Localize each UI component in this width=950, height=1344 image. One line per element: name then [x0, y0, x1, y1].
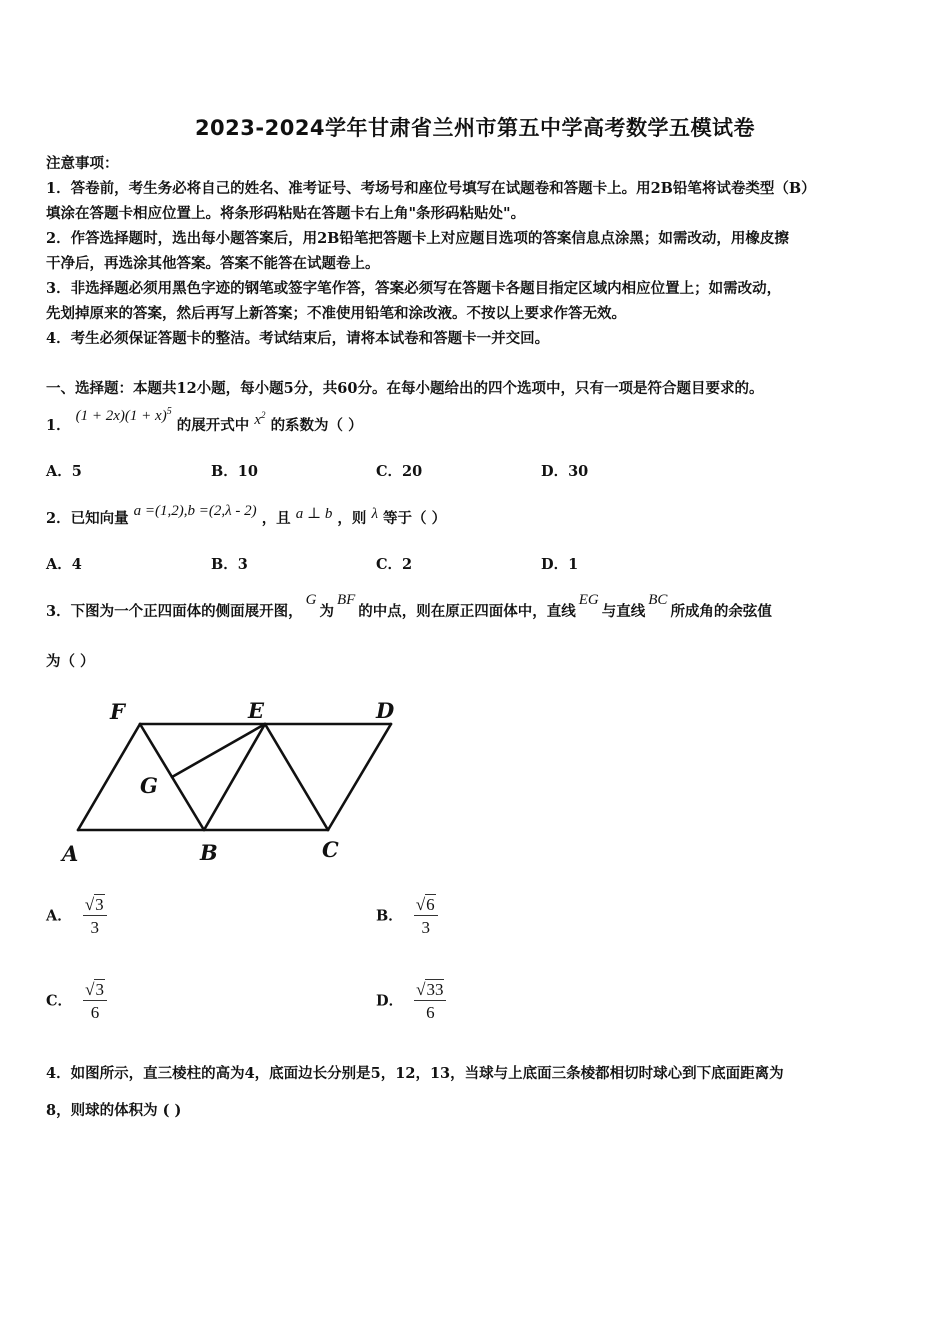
q3-var-bc: BC: [648, 592, 668, 608]
q2-prefix: 2．已知向量: [46, 510, 129, 527]
label-c: C: [322, 837, 339, 862]
notice-line: 4．考生必须保证答题卡的整洁。考试结束后，请将本试卷和答题卡一并交回。: [46, 330, 550, 347]
q2-text3: 等于（ ）: [383, 510, 447, 527]
notice-line: 1．答卷前，考生务必将自己的姓名、准考证号、考场号和座位号填写在试题卷和答题卡上。用2B铅笔将试卷类型（B）: [46, 180, 816, 197]
q3-text2: 为: [319, 603, 334, 620]
q1-option-d: D．30: [541, 463, 589, 480]
q3-option-b-label: B．: [376, 907, 403, 925]
q2-text2: ，则: [337, 510, 367, 527]
question-2: [46, 503, 447, 528]
label-g: G: [140, 773, 158, 798]
q1-option-b: B．10: [211, 463, 258, 480]
notice-line: 先划掉原来的答案，然后再写上新答案；不准使用铅笔和涂改液。不按以上要求作答无效。: [46, 305, 626, 322]
label-d: D: [376, 698, 395, 723]
edge-ec: [265, 724, 328, 830]
tetrahedron-net-figure: [58, 690, 418, 870]
q3-option-c-label: C．: [46, 992, 73, 1010]
q3-var-bf: BF: [336, 592, 356, 608]
q3-option-a: [46, 895, 107, 938]
q2-lambda: λ: [371, 506, 378, 522]
q3-var-g: G: [305, 592, 317, 608]
notice-line: 干净后，再选涂其他答案。答案不能答在试题卷上。: [46, 255, 380, 272]
notice-heading: 注意事项：: [46, 155, 119, 172]
q3-option-c-radicand: 3: [95, 980, 104, 999]
q3-option-d-denominator: 6: [426, 1003, 435, 1022]
label-e: E: [248, 698, 265, 723]
q3-text-continued: 为（ ）: [46, 653, 95, 670]
q1-option-c: C．20: [376, 463, 423, 480]
q3-option-d-label: D．: [376, 992, 404, 1010]
q3-option-a-denominator: 3: [90, 918, 99, 937]
notice-line: 3．非选择题必须用黑色字迹的钢笔或签字笔作答，答案必须写在答题卡各题目指定区域内相应位置上；如需改动，: [46, 280, 782, 297]
question-4-line-1: 4．如图所示，直三棱柱的高为4，底面边长分别是5，12，13，当球与上底面三条棱都相切时球心到下底面距离为: [46, 1065, 784, 1082]
q3-text5: 所成角的余弦值: [670, 603, 772, 620]
question-3: [46, 592, 772, 621]
q1-number: 1．: [46, 417, 71, 434]
q2-option-b: B．3: [211, 556, 248, 573]
q3-option-a-radicand: 3: [95, 895, 104, 914]
q1-expr-base: (1 + 2x)(1 + x): [75, 408, 167, 424]
q2-option-a: A．4: [46, 556, 82, 573]
q2-text1: ，且: [261, 510, 291, 527]
q3-text1: 3．下图为一个正四面体的侧面展开图，: [46, 603, 303, 620]
q2-vectors: a =(1,2),b =(2,λ - 2): [133, 503, 257, 519]
notice-line: 2．作答选择题时，选出每小题答案后，用2B铅笔把答题卡上对应题目选项的答案信息点涂黑；如需改动，用橡皮擦: [46, 230, 789, 247]
question-4-line-2: 8，则球的体积为 ( ): [46, 1102, 182, 1119]
q1-expr-exponent: 5: [166, 406, 172, 417]
notice-line: 填涂在答题卡相应位置上。将条形码粘贴在答题卡右上角"条形码粘贴处"。: [46, 205, 526, 222]
q1-expression: [76, 408, 172, 424]
q1-variable: [254, 412, 265, 428]
q3-var-eg: EG: [578, 592, 599, 608]
q3-option-a-label: A．: [46, 907, 72, 925]
q3-option-b-denominator: 3: [421, 918, 430, 937]
q3-option-c: [46, 980, 107, 1023]
q3-option-d-fraction: [414, 980, 446, 1023]
q3-option-c-denominator: 6: [90, 1003, 100, 1022]
section-heading: 一、选择题：本题共12小题，每小题5分，共60分。在每小题给出的四个选项中，只有一项是符合题目要求的。: [46, 380, 764, 397]
q3-option-d-radicand: 33: [426, 980, 444, 999]
q3-option-d: [376, 980, 446, 1023]
q3-text3: 的中点，则在原正四面体中，直线: [358, 603, 576, 620]
question-1: [46, 406, 363, 435]
q3-option-a-numerator: √3: [83, 895, 107, 916]
q1-text2: 的系数为（ ）: [270, 417, 363, 434]
q3-option-d-numerator: √33: [414, 980, 446, 1001]
q3-option-a-fraction: [83, 895, 107, 938]
q3-option-b: [376, 895, 438, 938]
q1-var-exponent: 2: [261, 410, 266, 420]
q2-option-c: C．2: [376, 556, 413, 573]
q2-option-d: D．1: [541, 556, 579, 573]
edge-af: [78, 724, 140, 830]
q3-option-b-numerator: √6: [414, 895, 438, 916]
q1-option-a: A．5: [46, 463, 82, 480]
q3-option-c-fraction: [83, 980, 107, 1023]
page-title: 2023-2024学年甘肃省兰州市第五中学高考数学五模试卷: [194, 116, 756, 140]
q3-option-b-fraction: [414, 895, 438, 938]
q3-option-b-radicand: 6: [426, 895, 435, 914]
q3-text4: 与直线: [601, 603, 646, 620]
q2-condition: a ⊥ b: [295, 506, 333, 522]
edge-cd: [328, 724, 391, 830]
label-a: A: [62, 841, 79, 866]
q1-var-base: x: [254, 412, 261, 428]
q1-text1: 的展开式中: [176, 417, 250, 434]
q3-option-c-numerator: √3: [83, 980, 107, 1001]
label-b: B: [200, 840, 218, 865]
label-f: F: [110, 699, 125, 724]
